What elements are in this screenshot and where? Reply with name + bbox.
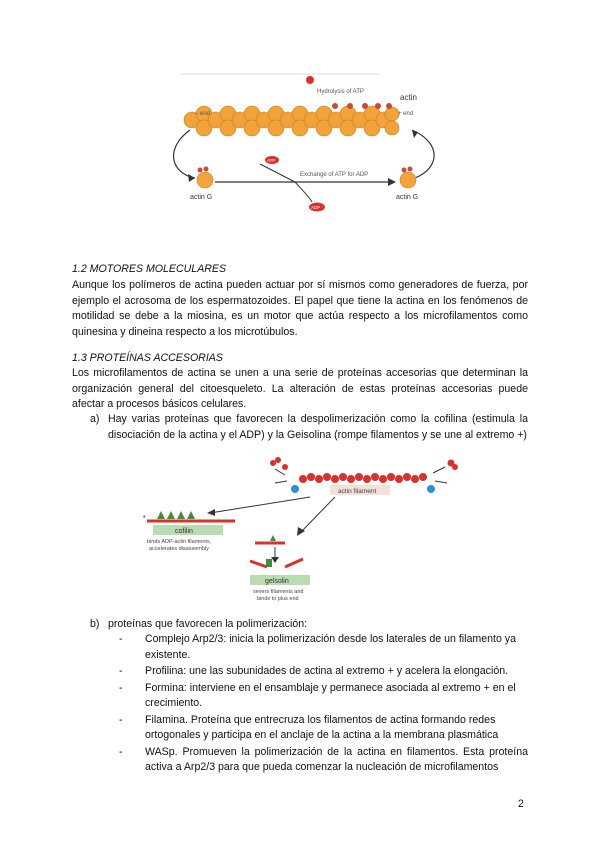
- actin-g-right: [400, 172, 416, 188]
- treadmilling-diagram: [160, 68, 460, 220]
- list-item-formina: - Formina: interviene en el ensamblaje y permanece asociada al extremo + en el crecimiento.: [119, 681, 516, 709]
- polymerization-list: [119, 632, 528, 777]
- gelsolin-caption-1: severs filaments and: [253, 589, 304, 595]
- adp-label: ADP: [311, 205, 321, 210]
- plus-end-label: + end: [398, 111, 414, 117]
- section-1-3-body: Los microfilamentos de actina se unen a una serie de proteínas accesorias que determinan la organización general del citoesqueleto. La alteración de estas proteínas accesorias puede afectar a procesos básicos celulares.: [72, 367, 528, 410]
- list-item-filamina: - Filamina. Proteína que entrecruza los filamentos de actina formando redes ortogonales y participa en el anclaje de la actina a la membrana plasmática: [119, 713, 499, 741]
- section-1-2-body: Aunque los polímeros de actina pueden actuar por sí mismos como generadores de fuerza, por ejemplo el acrosoma de los espermatozoides. El papel que tiene la actina en los fenómenos de motilidad se debe a la miosina, es un motor que actúa respecto a los microfilamentos como quinesina y dineina respecto a los microtúbulos.: [72, 279, 528, 338]
- actin-g-left: [197, 172, 213, 188]
- actin-g-left-label: actin G: [190, 194, 213, 201]
- exchange-label: Exchange of ATP for ADP: [300, 172, 369, 178]
- figure-actin-treadmilling: [160, 68, 460, 220]
- actin-label: actin: [400, 93, 417, 102]
- gelsolin-label: gelsolin: [265, 578, 289, 585]
- section-1-3-title: 1.3 PROTEÍNAS ACCESORIAS: [72, 352, 223, 364]
- item-a-text: Hay varias proteínas que favorecen la despolimerización como la cofilina (estimula la disociación de la actina y el ADP) y la Geisolina (rompe filamentos y se une al extremo +): [108, 413, 528, 441]
- cofilin-caption-1: binds ADP-actin filaments,: [147, 539, 212, 545]
- hydrolysis-label: Hydrolysis of ATP: [317, 89, 364, 95]
- actin-g-right-label: actin G: [396, 194, 419, 201]
- accessory-proteins-diagram: [135, 455, 465, 615]
- atp-label: ATP: [267, 158, 276, 163]
- cofilin-caption-2: accelerates disassembly: [149, 546, 209, 552]
- red-actin-filament: [299, 473, 427, 483]
- actin-filament-beads: [184, 106, 399, 136]
- list-item-wasp: - WASp. Promueven la polimerización de la actina en filamentos. Esta proteína activa a Arp2/3 para que pueda comenzar la nucleación de microfilamentos: [119, 745, 528, 773]
- cofilin-label: cofilin: [175, 528, 193, 535]
- blue-badge-right: [427, 485, 435, 493]
- blue-badge-left: [291, 485, 299, 493]
- item-a-marker: a): [90, 413, 100, 425]
- figure-accessory-proteins: [135, 455, 465, 615]
- list-item-profilina: - Profilina: une las subunidades de actina al extremo + y acelera la elongación.: [119, 665, 509, 677]
- page-number: 2: [518, 798, 524, 810]
- svg-text:•: •: [143, 514, 146, 521]
- gelsolin-caption-2: binds to plus end: [257, 596, 299, 602]
- item-b-text: proteínas que favorecen la polimerización:: [108, 618, 308, 630]
- section-1-2-title: 1.2 MOTORES MOLECULARES: [72, 263, 227, 275]
- curved-arrow-right: [412, 130, 434, 178]
- curved-arrow-left: [174, 130, 195, 178]
- minus-end-label: – end: [195, 111, 211, 117]
- list-item-arp23: - Complejo Arp2/3: inicia la polimerización desde los laterales de un filamento ya existente.: [119, 633, 516, 661]
- item-b-marker: b): [90, 618, 100, 630]
- actin-filament-label: actin filament: [338, 488, 377, 495]
